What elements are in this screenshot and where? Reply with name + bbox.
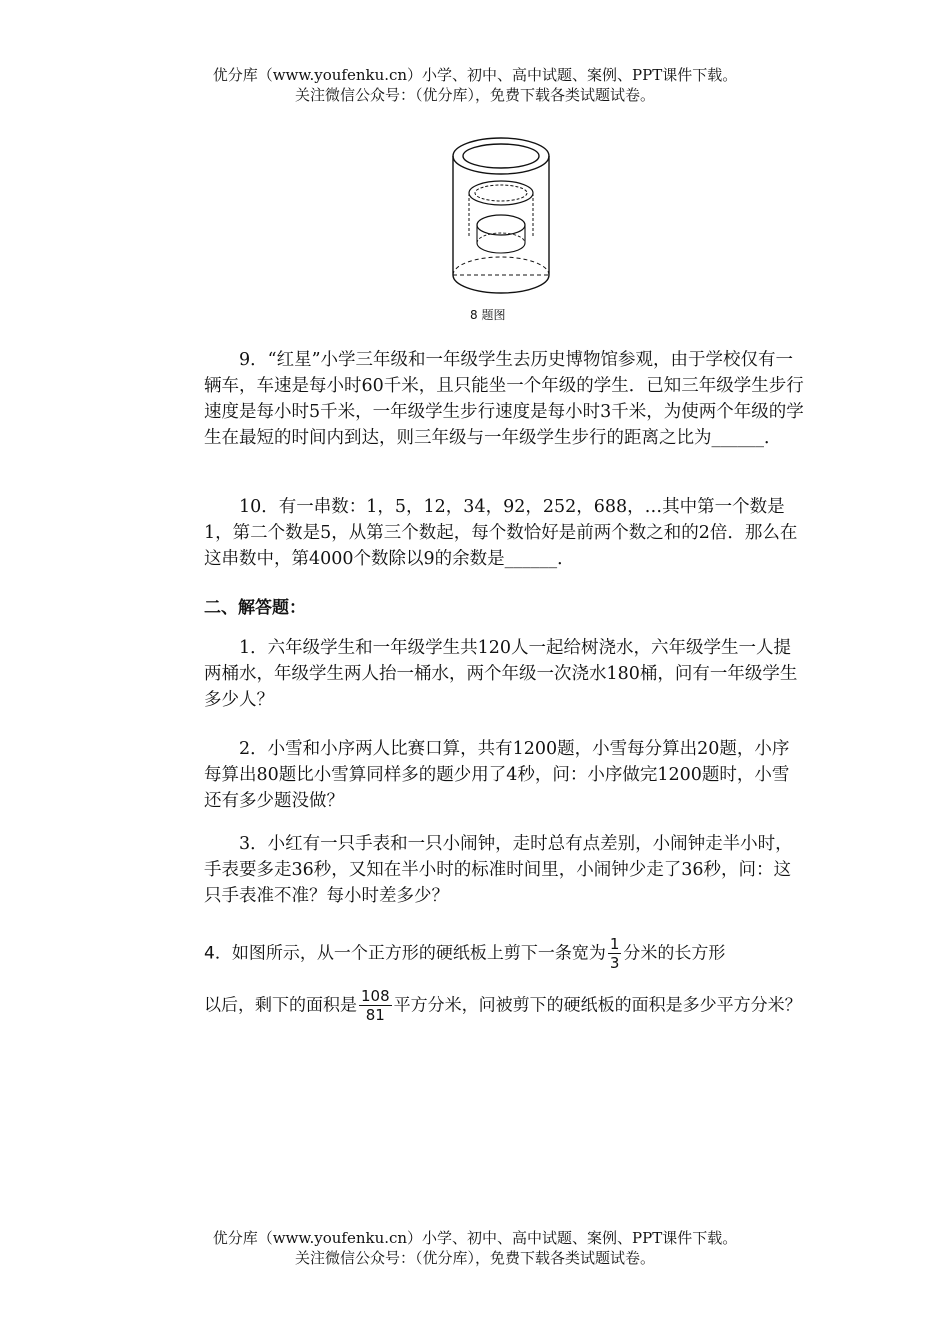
fraction-numerator: 1	[609, 935, 620, 953]
fraction-one-third	[608, 935, 622, 972]
outer-bottom-back	[453, 257, 549, 275]
footer-line-2: 关注微信公众号：（优分库），免费下载各类试题试卷。	[294, 1249, 655, 1267]
middle-top-inner	[475, 185, 527, 201]
question-9: 9．“红星”小学三年级和一年级学生去历史博物馆参观，由于学校仅有一辆车，车速是每小时60千米，且只能坐一个年级的学生．已知三年级学生步行速度是每小时5千米，一年级学生步行速度是每小时3千米，为使两个年级的学生在最短的时间内到达，则三年级与一年级学生步行的距离之比为______．	[204, 350, 804, 448]
question-10: 10．有一串数：1，5，12，34，92，252，688，…其中第一个数是1，第二个数是5，从第三个数起，每个数恰好是前两个数之和的2倍．那么在这串数中，第4000个数除以9的余数是______．	[204, 497, 798, 569]
inner-bottom-front	[477, 243, 525, 253]
solution-question-3: 3．小红有一只手表和一只小闹钟，走时总有点差别，小闹钟走半小时，手表要多走36秒，又知在半小时的标准时间里，小闹钟少走了36秒，问：这只手表准不准？每小时差多少？	[204, 834, 793, 906]
solution-question-2: 2．小雪和小序两人比赛口算，共有1200题，小雪每分算出20题，小序每算出80题比小雪算同样多的题少用了4秒，问：小序做完1200题时，小雪还有多少题没做？	[204, 739, 790, 811]
fraction-denominator: 81	[365, 1006, 385, 1024]
q4-text-part-3: 以后，剩下的面积是	[204, 995, 357, 1016]
nested-cylinder-figure	[445, 128, 570, 318]
q4-text-part-1: 4．如图所示，从一个正方形的硬纸板上剪下一条宽为	[204, 943, 606, 964]
section-title-solutions: 二、解答题：	[204, 598, 306, 618]
fraction-numerator: 108	[361, 987, 390, 1005]
header-line-1: 优分库（www.youfenku.cn）小学、初中、高中试题、案例、PPT课件下载。	[212, 66, 738, 84]
solution-question-1: 1．六年级学生和一年级学生共120人一起给树浇水，六年级学生一人提两桶水，年级学生两人抬一桶水，两个年级一次浇水180桶，问有一年级学生多少人？	[204, 638, 798, 710]
header-line-2: 关注微信公众号：（优分库），免费下载各类试题试卷。	[294, 86, 655, 104]
page-footer	[0, 1228, 950, 1268]
inner-rim-ellipse	[463, 144, 539, 168]
page-header	[0, 65, 950, 105]
q4-text-part-4: 平方分米，问被剪下的硬纸板的面积是多少平方分米？	[393, 995, 802, 1016]
footer-line-1: 优分库（www.youfenku.cn）小学、初中、高中试题、案例、PPT课件下载。	[212, 1229, 738, 1247]
figure-caption: 8 题图	[470, 308, 506, 322]
fraction-108-81	[359, 987, 392, 1024]
outer-bottom-front	[453, 275, 549, 293]
solution-question-4-line-1	[204, 935, 884, 972]
solution-question-4-line-2	[204, 987, 884, 1024]
fraction-denominator: 3	[609, 954, 620, 972]
q4-text-part-2: 分米的长方形	[623, 943, 726, 964]
inner-top-ellipse	[477, 215, 525, 235]
